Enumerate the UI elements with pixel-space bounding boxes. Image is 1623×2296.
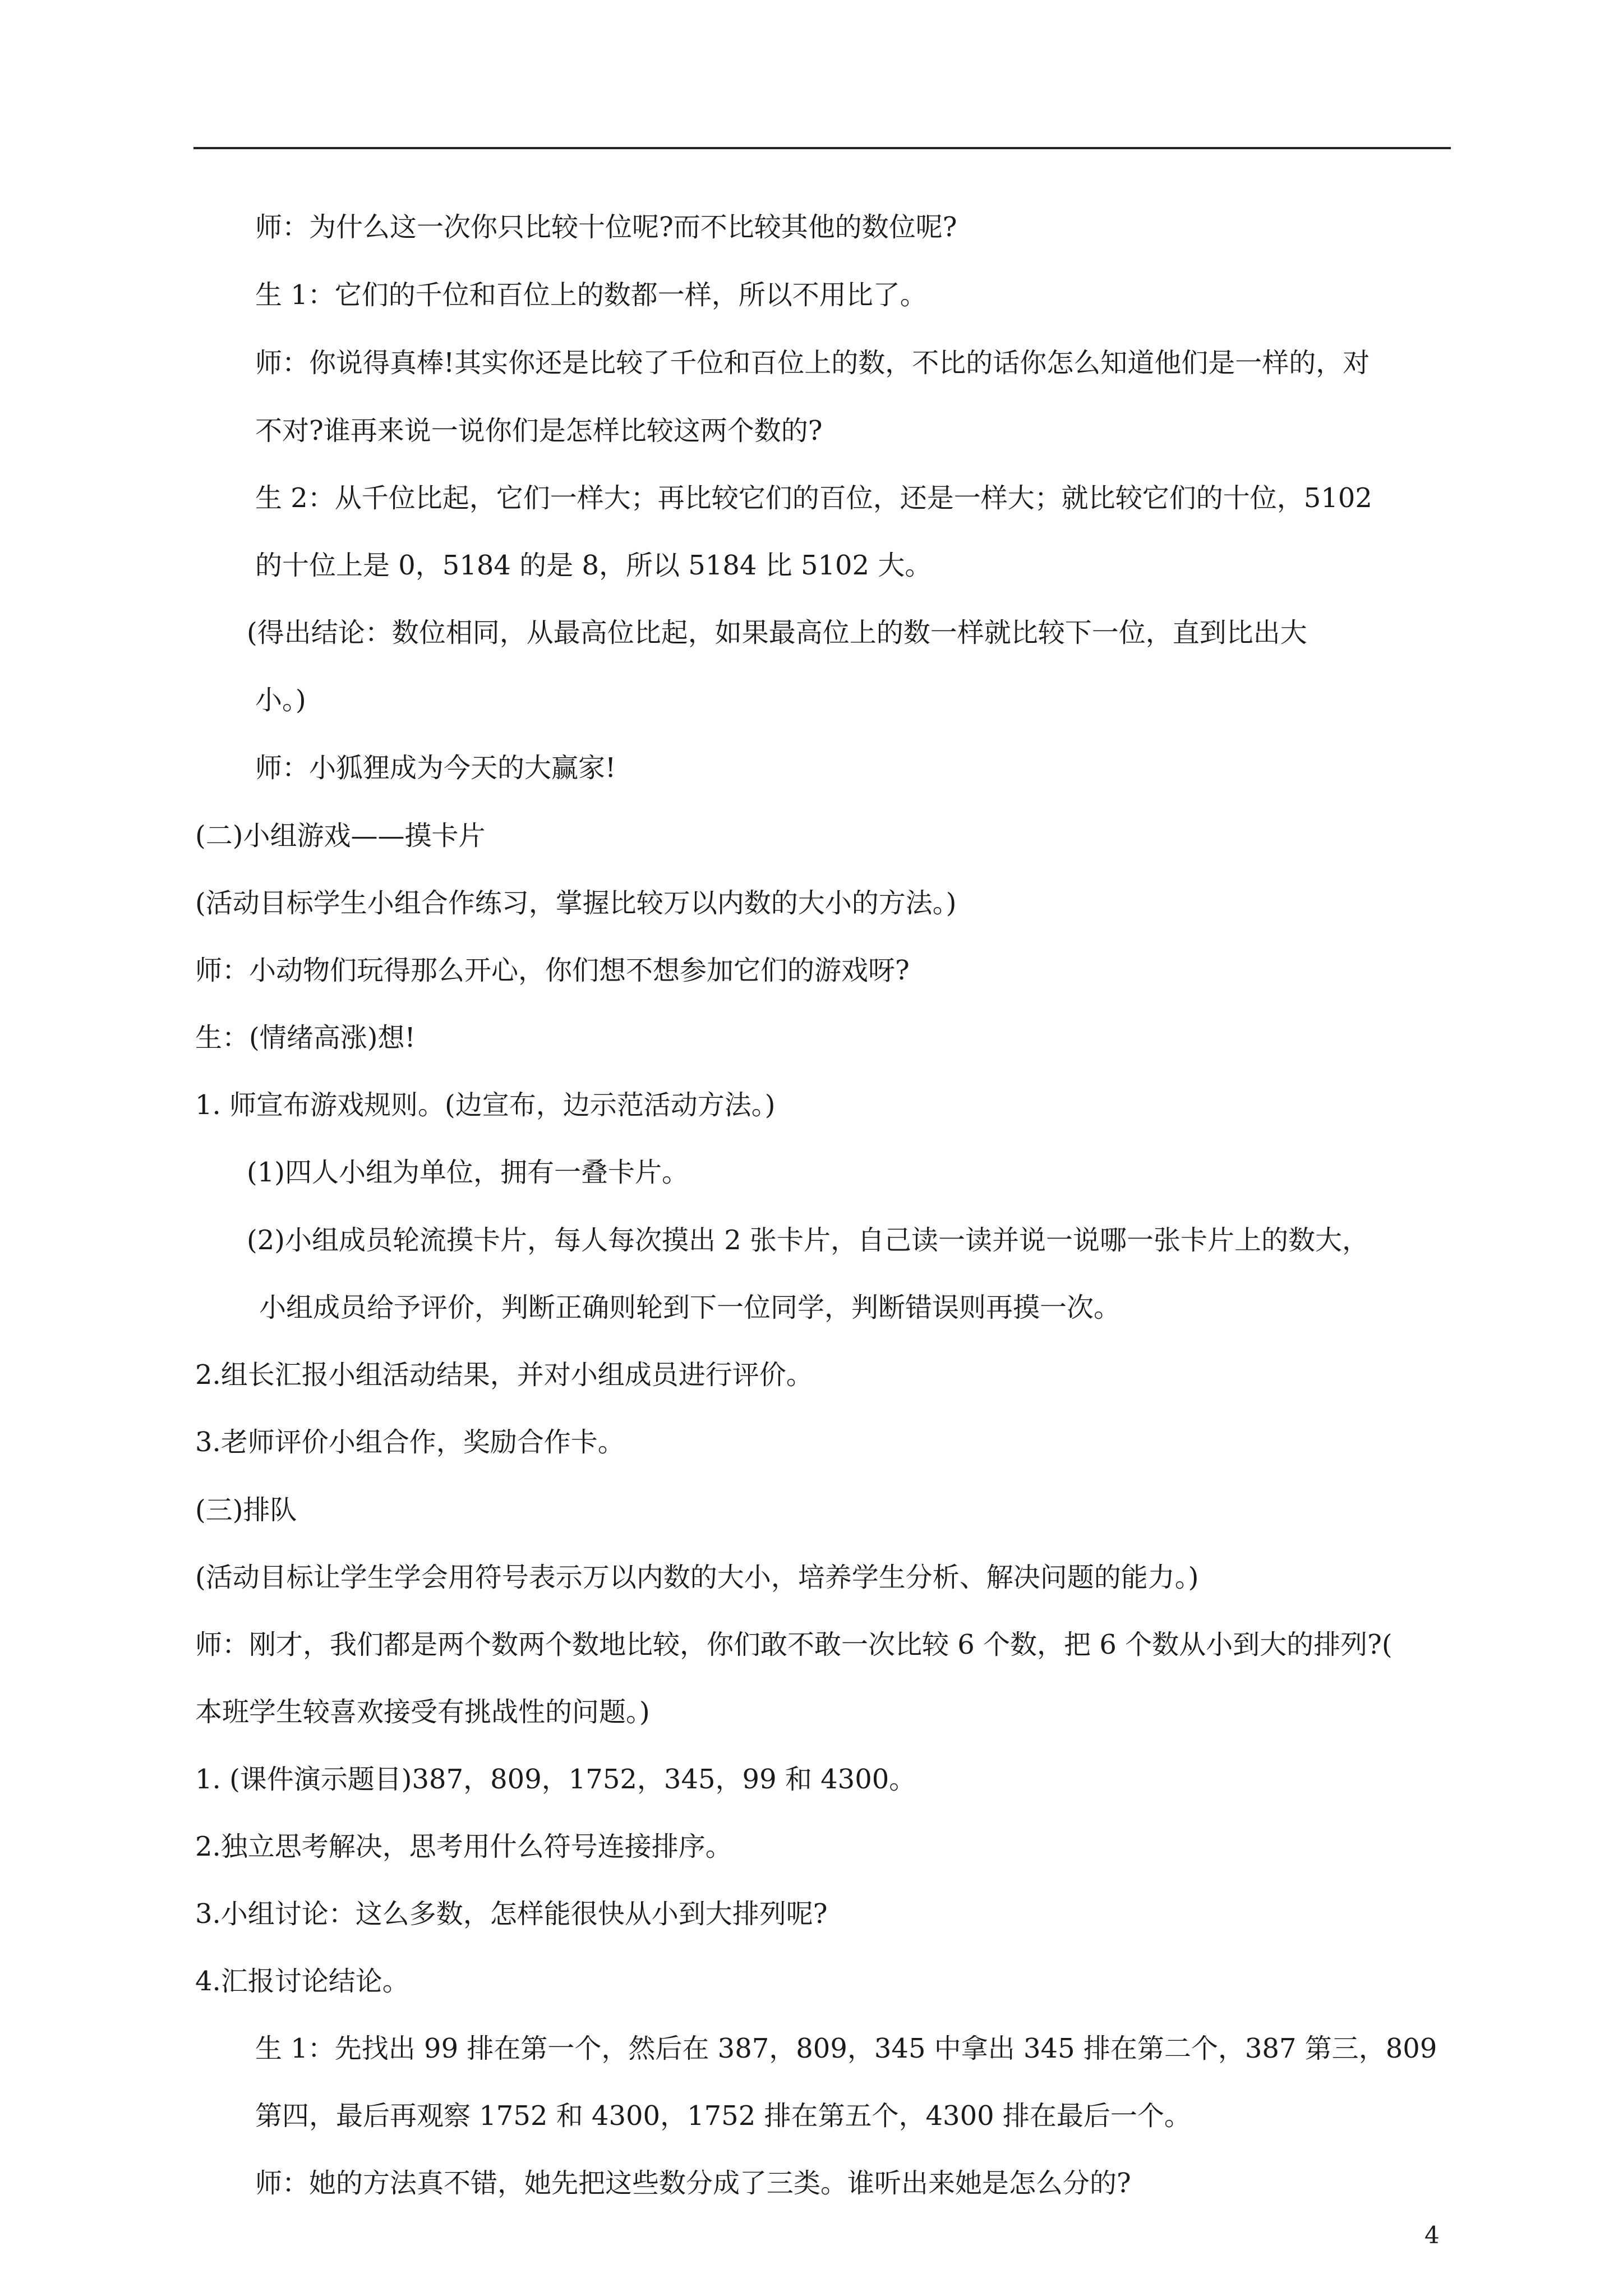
text-line: 生 2：从千位比起，它们一样大；再比较它们的百位，还是一样大；就比较它们的十位，5102 xyxy=(255,482,1372,514)
header-rule xyxy=(193,147,1451,149)
text-line: 生 1：先找出 99 排在第一个，然后在 387，809，345 中拿出 345 排在第二个，387 第三，809 xyxy=(255,2033,1437,2064)
text-line: 师：刚才，我们都是两个数两个数地比较，你们敢不敢一次比较 6 个数，把 6 个数从小到大的排列?( xyxy=(195,1629,1393,1660)
text-line: 小。) xyxy=(255,684,306,716)
page-number: 4 xyxy=(1424,2221,1440,2249)
text-line: (得出结论：数位相同，从最高位比起，如果最高位上的数一样就比较下一位，直到比出大 xyxy=(247,617,1307,648)
text-line: 3.小组讨论：这么多数，怎样能很快从小到大排列呢? xyxy=(195,1898,828,1930)
text-line: (活动目标让学生学会用符号表示万以内数的大小，培养学生分析、解决问题的能力。) xyxy=(195,1562,1199,1593)
text-line: 师：小狐狸成为今天的大赢家! xyxy=(255,752,616,784)
item-number: 1. xyxy=(195,1764,221,1795)
text-line: 3.老师评价小组合作，奖励合作卡。 xyxy=(195,1427,625,1458)
text-line: 师：你说得真棒!其实你还是比较了千位和百位上的数，不比的话你怎么知道他们是一样的，对 xyxy=(255,347,1370,379)
text-line xyxy=(195,1763,916,1796)
section-heading: (二)小组游戏——摸卡片 xyxy=(195,820,486,852)
text-line: 师：小动物们玩得那么开心，你们想不想参加它们的游戏呀? xyxy=(195,955,910,986)
text-line: 生：(情绪高涨)想! xyxy=(195,1022,416,1053)
text-line: (2)小组成员轮流摸卡片，每人每次摸出 2 张卡片，自己读一读并说一说哪一张卡片上的数大， xyxy=(247,1225,1370,1256)
text-line: 1. 师宣布游戏规则。(边宣布，边示范活动方法。) xyxy=(195,1089,776,1121)
text-line: 不对?谁再来说一说你们是怎样比较这两个数的? xyxy=(255,415,823,447)
text-line: (活动目标学生小组合作练习，掌握比较万以内数的大小的方法。) xyxy=(195,887,957,919)
text-line: (1)四人小组为单位，拥有一叠卡片。 xyxy=(247,1157,689,1188)
text-line: 生 1：它们的千位和百位上的数都一样，所以不用比了。 xyxy=(255,279,927,311)
text-line: 2.组长汇报小组活动结果，并对小组成员进行评价。 xyxy=(195,1359,813,1391)
text-segment: (课件演示题目)387，809，1752，345，99 和 4300。 xyxy=(229,1764,916,1795)
text-line: 本班学生较喜欢接受有挑战性的问题。) xyxy=(195,1696,650,1728)
text-line: 第四，最后再观察 1752 和 4300，1752 排在第五个，4300 排在最后一个。 xyxy=(255,2100,1191,2132)
text-line: 师：她的方法真不错，她先把这些数分成了三类。谁听出来她是怎么分的? xyxy=(255,2168,1131,2199)
text-line: 2.独立思考解决，思考用什么符号连接排序。 xyxy=(195,1831,732,1862)
section-heading: (三)排队 xyxy=(195,1494,297,1526)
text-line: 小组成员给予评价，判断正确则轮到下一位同学，判断错误则再摸一次。 xyxy=(259,1292,1121,1323)
text-line: 师：为什么这一次你只比较十位呢?而不比较其他的数位呢? xyxy=(255,211,957,243)
text-line: 的十位上是 0，5184 的是 8，所以 5184 比 5102 大。 xyxy=(255,550,932,581)
text-line: 4.汇报讨论结论。 xyxy=(195,1966,409,1997)
